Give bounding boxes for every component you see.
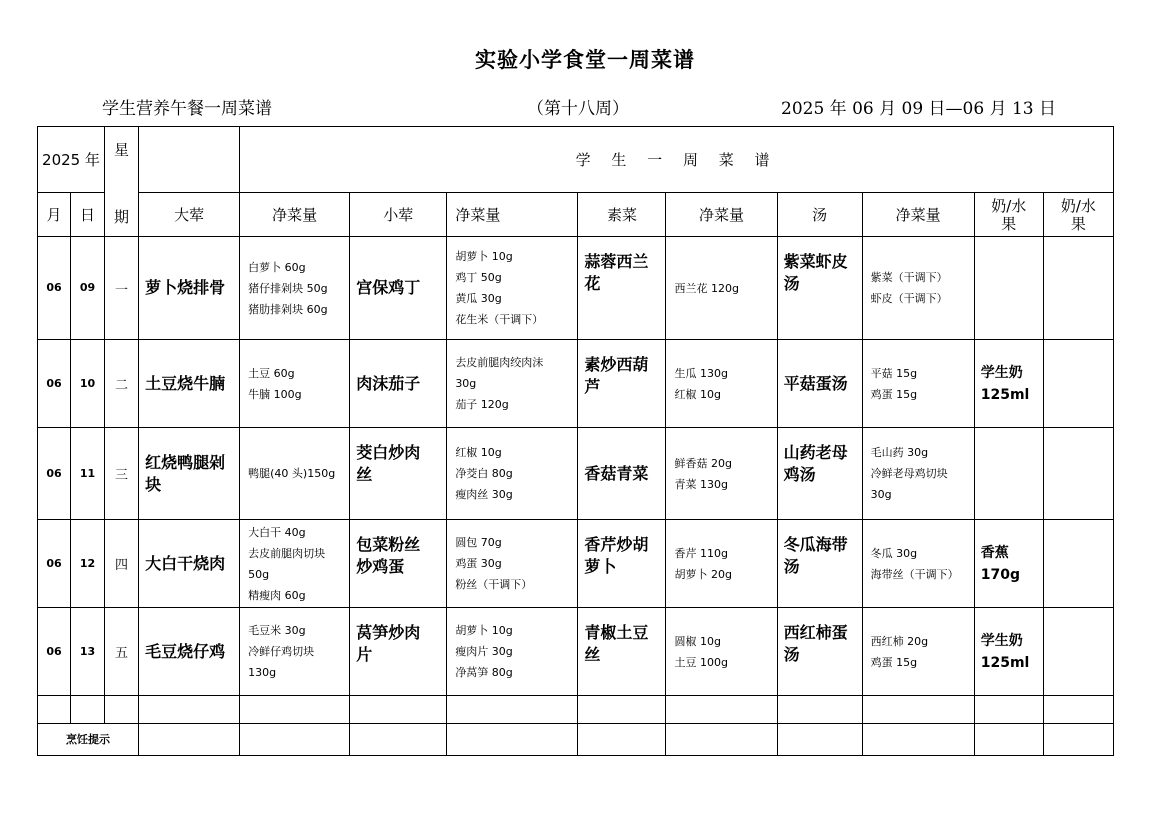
row-weekday: 一 bbox=[105, 237, 139, 340]
column-header-milk-fruit-1-text: 奶/水果 bbox=[991, 196, 1027, 233]
soup-qty-line: 毛山药 30g bbox=[870, 446, 929, 459]
main-dish bbox=[139, 608, 240, 696]
blank-cell bbox=[666, 696, 777, 724]
vegetable-dish-line: 蒜蓉西兰 bbox=[584, 252, 649, 271]
header-blank-cell bbox=[139, 127, 240, 193]
soup-dish bbox=[777, 608, 862, 696]
main-dish-qty-line: 50g bbox=[248, 567, 270, 581]
side-dish-qty-line: 净茭白 80g bbox=[455, 467, 513, 480]
side-dish-qty-line: 红椒 10g bbox=[455, 446, 502, 459]
vegetable-qty-line: 圆椒 10g bbox=[674, 634, 721, 648]
vegetable-dish-line: 青椒土豆 bbox=[584, 623, 649, 642]
soup-dish-line: 汤 bbox=[783, 557, 800, 576]
main-dish bbox=[139, 237, 240, 340]
vegetable-qty-line: 生瓜 130g bbox=[674, 366, 728, 380]
row-month: 06 bbox=[38, 340, 71, 428]
main-dish-qty-line: 毛豆米 30g bbox=[248, 624, 306, 637]
milk-fruit-2 bbox=[1043, 237, 1113, 340]
blank-cell bbox=[139, 696, 240, 724]
day-row bbox=[38, 340, 1114, 428]
blank-cell bbox=[350, 696, 447, 724]
soup-qty bbox=[862, 520, 974, 608]
soup-qty bbox=[862, 237, 974, 340]
column-header-side-qty: 净菜量 bbox=[447, 193, 578, 237]
soup-dish bbox=[777, 237, 862, 340]
soup-qty-line: 冬瓜 30g bbox=[870, 546, 918, 560]
soup-qty bbox=[862, 340, 974, 428]
milk-fruit-1-line: 香蕉 bbox=[980, 544, 1009, 561]
cooking-tips-cell bbox=[139, 724, 240, 756]
soup-qty-line: 鸡蛋 15g bbox=[870, 387, 918, 401]
column-header-side-dish: 小荤 bbox=[350, 193, 447, 237]
main-dish-qty-line: 白萝卜 60g bbox=[248, 260, 306, 274]
vegetable-dish bbox=[578, 520, 666, 608]
subtitle-menu-name: 学生营养午餐一周菜谱 bbox=[102, 99, 272, 119]
vegetable-qty-line: 土豆 100g bbox=[674, 655, 728, 669]
blank-row bbox=[38, 696, 1114, 724]
main-dish-qty-line: 土豆 60g bbox=[248, 366, 295, 380]
row-day: 09 bbox=[71, 237, 105, 340]
vegetable-dish-line: 萝卜 bbox=[584, 557, 617, 576]
side-dish-qty-line: 去皮前腿肉绞肉沫 bbox=[455, 356, 544, 369]
column-header-soup: 汤 bbox=[777, 193, 862, 237]
side-dish-qty-line: 鸡丁 50g bbox=[455, 271, 502, 284]
row-weekday: 二 bbox=[105, 340, 139, 428]
menu-title-header: 学 生 一 周 菜 谱 bbox=[240, 127, 1114, 193]
blank-cell bbox=[974, 696, 1043, 724]
soup-qty-line: 虾皮（干调下） bbox=[870, 292, 948, 305]
vegetable-qty bbox=[666, 608, 777, 696]
milk-fruit-2 bbox=[1043, 428, 1113, 520]
column-header-main-dish: 大荤 bbox=[139, 193, 240, 237]
cooking-tips-cell bbox=[862, 724, 974, 756]
row-month: 06 bbox=[38, 428, 71, 520]
milk-fruit-1 bbox=[974, 340, 1043, 428]
cooking-tips-row bbox=[38, 724, 1114, 756]
vegetable-dish-line: 花 bbox=[584, 274, 601, 293]
soup-qty-line: 紫菜（干调下） bbox=[870, 271, 948, 284]
row-weekday: 三 bbox=[105, 428, 139, 520]
page-title: 实验小学食堂一周菜谱 bbox=[475, 47, 695, 72]
side-dish-line: 宫保鸡丁 bbox=[356, 278, 421, 297]
side-dish-qty-line: 茄子 120g bbox=[455, 398, 509, 411]
main-dish bbox=[139, 428, 240, 520]
vegetable-qty bbox=[666, 520, 777, 608]
milk-fruit-2 bbox=[1043, 340, 1113, 428]
blank-cell bbox=[578, 696, 666, 724]
side-dish-qty bbox=[447, 608, 578, 696]
day-row bbox=[38, 428, 1114, 520]
column-header-soup-qty: 净菜量 bbox=[862, 193, 974, 237]
column-header-milk-fruit-2 bbox=[1043, 193, 1113, 237]
blank-cell bbox=[1043, 696, 1113, 724]
vegetable-dish-line: 丝 bbox=[584, 645, 601, 664]
main-dish-qty bbox=[240, 237, 350, 340]
cooking-tips-label: 烹饪提示 bbox=[38, 724, 139, 756]
main-dish-qty bbox=[240, 520, 350, 608]
row-weekday: 五 bbox=[105, 608, 139, 696]
main-dish-line: 块 bbox=[145, 474, 162, 494]
side-dish-qty bbox=[447, 237, 578, 340]
side-dish-qty-line: 瘦肉丝 30g bbox=[455, 488, 513, 501]
main-dish-qty-line: 冷鲜仔鸡切块 bbox=[248, 645, 315, 658]
vegetable-dish-line: 香芹炒胡 bbox=[584, 535, 649, 554]
vegetable-qty-line: 西兰花 120g bbox=[674, 281, 739, 295]
side-dish-qty bbox=[447, 428, 578, 520]
milk-fruit-1 bbox=[974, 608, 1043, 696]
vegetable-qty-line: 胡萝卜 20g bbox=[674, 567, 732, 581]
blank-cell bbox=[777, 696, 862, 724]
soup-qty-line: 30g bbox=[870, 488, 892, 501]
vegetable-dish-line: 素炒西葫 bbox=[584, 355, 649, 374]
header-row-2 bbox=[38, 193, 1114, 237]
milk-fruit-2 bbox=[1043, 520, 1113, 608]
soup-dish-line: 紫菜虾皮 bbox=[783, 252, 848, 271]
blank-cell bbox=[38, 696, 71, 724]
cooking-tips-cell bbox=[350, 724, 447, 756]
column-header-milk-fruit-1 bbox=[974, 193, 1043, 237]
main-dish-qty-line: 猪仔排剁块 50g bbox=[248, 281, 328, 295]
side-dish-qty-line: 鸡蛋 30g bbox=[455, 557, 502, 570]
main-dish-qty-line: 130g bbox=[248, 666, 277, 679]
row-month: 06 bbox=[38, 237, 71, 340]
row-day: 11 bbox=[71, 428, 105, 520]
side-dish-line: 片 bbox=[356, 645, 373, 664]
cooking-tips-cell bbox=[1043, 724, 1113, 756]
side-dish-line: 莴笋炒肉 bbox=[356, 623, 421, 642]
column-header-vegetable-qty: 净菜量 bbox=[666, 193, 777, 237]
weekday-header-bottom: 期 bbox=[114, 208, 130, 226]
soup-qty bbox=[862, 428, 974, 520]
vegetable-qty-line: 红椒 10g bbox=[674, 387, 721, 401]
side-dish-qty-line: 花生米（干调下） bbox=[455, 313, 544, 326]
day-header: 日 bbox=[71, 193, 105, 237]
weekly-menu-table bbox=[37, 126, 1114, 756]
soup-qty-line: 冷鲜老母鸡切块 bbox=[870, 467, 948, 480]
soup-dish bbox=[777, 520, 862, 608]
milk-fruit-1-line: 学生奶 bbox=[980, 364, 1023, 381]
row-month: 06 bbox=[38, 520, 71, 608]
vegetable-qty-line: 青菜 130g bbox=[674, 477, 728, 491]
year-header: 2025 年 bbox=[38, 127, 105, 193]
soup-qty bbox=[862, 608, 974, 696]
soup-qty-line: 海带丝（干调下） bbox=[870, 567, 959, 581]
main-dish-qty bbox=[240, 340, 350, 428]
side-dish-qty-line: 瘦肉片 30g bbox=[455, 645, 513, 658]
column-header-vegetable: 素菜 bbox=[578, 193, 666, 237]
milk-fruit-2 bbox=[1043, 608, 1113, 696]
column-header-milk-fruit-2-text: 奶/水果 bbox=[1060, 196, 1096, 233]
side-dish bbox=[350, 428, 447, 520]
blank-cell bbox=[105, 696, 139, 724]
soup-dish-line: 西红柿蛋 bbox=[783, 623, 848, 642]
day-row bbox=[38, 237, 1114, 340]
side-dish-qty-line: 净莴笋 80g bbox=[455, 666, 513, 679]
cooking-tips-cell bbox=[578, 724, 666, 756]
soup-dish bbox=[777, 340, 862, 428]
milk-fruit-1 bbox=[974, 520, 1043, 608]
side-dish-line: 炒鸡蛋 bbox=[356, 557, 405, 576]
main-dish-line: 土豆烧牛腩 bbox=[145, 373, 226, 393]
milk-fruit-1 bbox=[974, 237, 1043, 340]
blank-cell bbox=[862, 696, 974, 724]
vegetable-dish bbox=[578, 340, 666, 428]
vegetable-qty bbox=[666, 340, 777, 428]
vegetable-qty bbox=[666, 428, 777, 520]
cooking-tips-cell bbox=[974, 724, 1043, 756]
side-dish-qty-line: 圆包 70g bbox=[455, 536, 502, 549]
side-dish-qty bbox=[447, 340, 578, 428]
subtitle-date-range: 2025 年 06 月 09 日—06 月 13 日 bbox=[781, 99, 1057, 119]
soup-dish-line: 汤 bbox=[783, 645, 800, 664]
main-dish bbox=[139, 340, 240, 428]
vegetable-dish-line: 香菇青菜 bbox=[584, 463, 649, 483]
soup-qty-line: 鸡蛋 15g bbox=[870, 655, 918, 669]
main-dish-qty bbox=[240, 608, 350, 696]
main-dish-line: 毛豆烧仔鸡 bbox=[145, 641, 226, 661]
main-dish-qty-line: 精瘦肉 60g bbox=[248, 588, 306, 602]
soup-dish-line: 山药老母 bbox=[783, 443, 848, 462]
vegetable-dish-line: 芦 bbox=[584, 377, 601, 396]
soup-dish-line: 平菇蛋汤 bbox=[783, 373, 848, 393]
main-dish-qty-line: 牛腩 100g bbox=[248, 387, 302, 401]
cooking-tips-cell bbox=[447, 724, 578, 756]
cooking-tips-cell bbox=[777, 724, 862, 756]
soup-qty-line: 西红柿 20g bbox=[870, 634, 929, 648]
main-dish-qty-line: 去皮前腿肉切块 bbox=[248, 546, 326, 560]
blank-cell bbox=[447, 696, 578, 724]
side-dish-qty bbox=[447, 520, 578, 608]
side-dish-qty-line: 胡萝卜 10g bbox=[455, 250, 513, 263]
cooking-tips-cell bbox=[666, 724, 777, 756]
header-row-1 bbox=[38, 127, 1114, 193]
main-dish-qty-line: 大白干 40g bbox=[248, 525, 306, 539]
side-dish bbox=[350, 520, 447, 608]
row-month: 06 bbox=[38, 608, 71, 696]
soup-dish-line: 冬瓜海带 bbox=[783, 535, 848, 554]
main-dish-line: 红烧鸭腿剁 bbox=[145, 452, 226, 472]
side-dish-qty-line: 胡萝卜 10g bbox=[455, 624, 513, 637]
vegetable-qty-line: 鲜香菇 20g bbox=[674, 456, 732, 470]
weekday-header bbox=[105, 127, 139, 237]
row-day: 13 bbox=[71, 608, 105, 696]
milk-fruit-1-line: 170g bbox=[980, 566, 1020, 583]
blank-cell bbox=[71, 696, 105, 724]
soup-dish-line: 鸡汤 bbox=[783, 465, 816, 484]
main-dish-qty-line: 猪肋排剁块 60g bbox=[248, 302, 328, 316]
month-header: 月 bbox=[38, 193, 71, 237]
soup-dish-line: 汤 bbox=[783, 274, 800, 293]
column-header-main-qty: 净菜量 bbox=[240, 193, 350, 237]
soup-qty-line: 平菇 15g bbox=[870, 366, 918, 380]
soup-dish bbox=[777, 428, 862, 520]
milk-fruit-1-line: 学生奶 bbox=[980, 632, 1023, 649]
day-row bbox=[38, 608, 1114, 696]
blank-cell bbox=[240, 696, 350, 724]
side-dish-line: 茭白炒肉 bbox=[356, 443, 421, 462]
milk-fruit-1-line: 125ml bbox=[980, 654, 1030, 671]
subtitle-week-number: （第十八周） bbox=[527, 99, 629, 119]
vegetable-dish bbox=[578, 237, 666, 340]
main-dish-line: 萝卜烧排骨 bbox=[145, 278, 226, 297]
row-day: 10 bbox=[71, 340, 105, 428]
day-row bbox=[38, 520, 1114, 608]
side-dish-line: 包菜粉丝 bbox=[356, 535, 421, 554]
side-dish-qty-line: 粉丝（干调下） bbox=[455, 578, 533, 591]
vegetable-qty bbox=[666, 237, 777, 340]
vegetable-dish bbox=[578, 608, 666, 696]
main-dish bbox=[139, 520, 240, 608]
side-dish bbox=[350, 608, 447, 696]
main-dish-qty-line: 鸭腿(40 头)150g bbox=[248, 467, 336, 480]
main-dish-line: 大白干烧肉 bbox=[145, 553, 226, 573]
row-weekday: 四 bbox=[105, 520, 139, 608]
milk-fruit-1-line: 125ml bbox=[980, 386, 1030, 403]
milk-fruit-1 bbox=[974, 428, 1043, 520]
vegetable-qty-line: 香芹 110g bbox=[674, 546, 728, 560]
side-dish-qty-line: 黄瓜 30g bbox=[455, 292, 502, 305]
side-dish-qty-line: 30g bbox=[455, 377, 477, 390]
row-day: 12 bbox=[71, 520, 105, 608]
vegetable-dish bbox=[578, 428, 666, 520]
weekday-header-top: 星 bbox=[114, 141, 130, 159]
side-dish bbox=[350, 340, 447, 428]
main-dish-qty bbox=[240, 428, 350, 520]
cooking-tips-cell bbox=[240, 724, 350, 756]
side-dish-line: 肉沫茄子 bbox=[356, 373, 421, 393]
side-dish-line: 丝 bbox=[356, 465, 373, 484]
side-dish bbox=[350, 237, 447, 340]
